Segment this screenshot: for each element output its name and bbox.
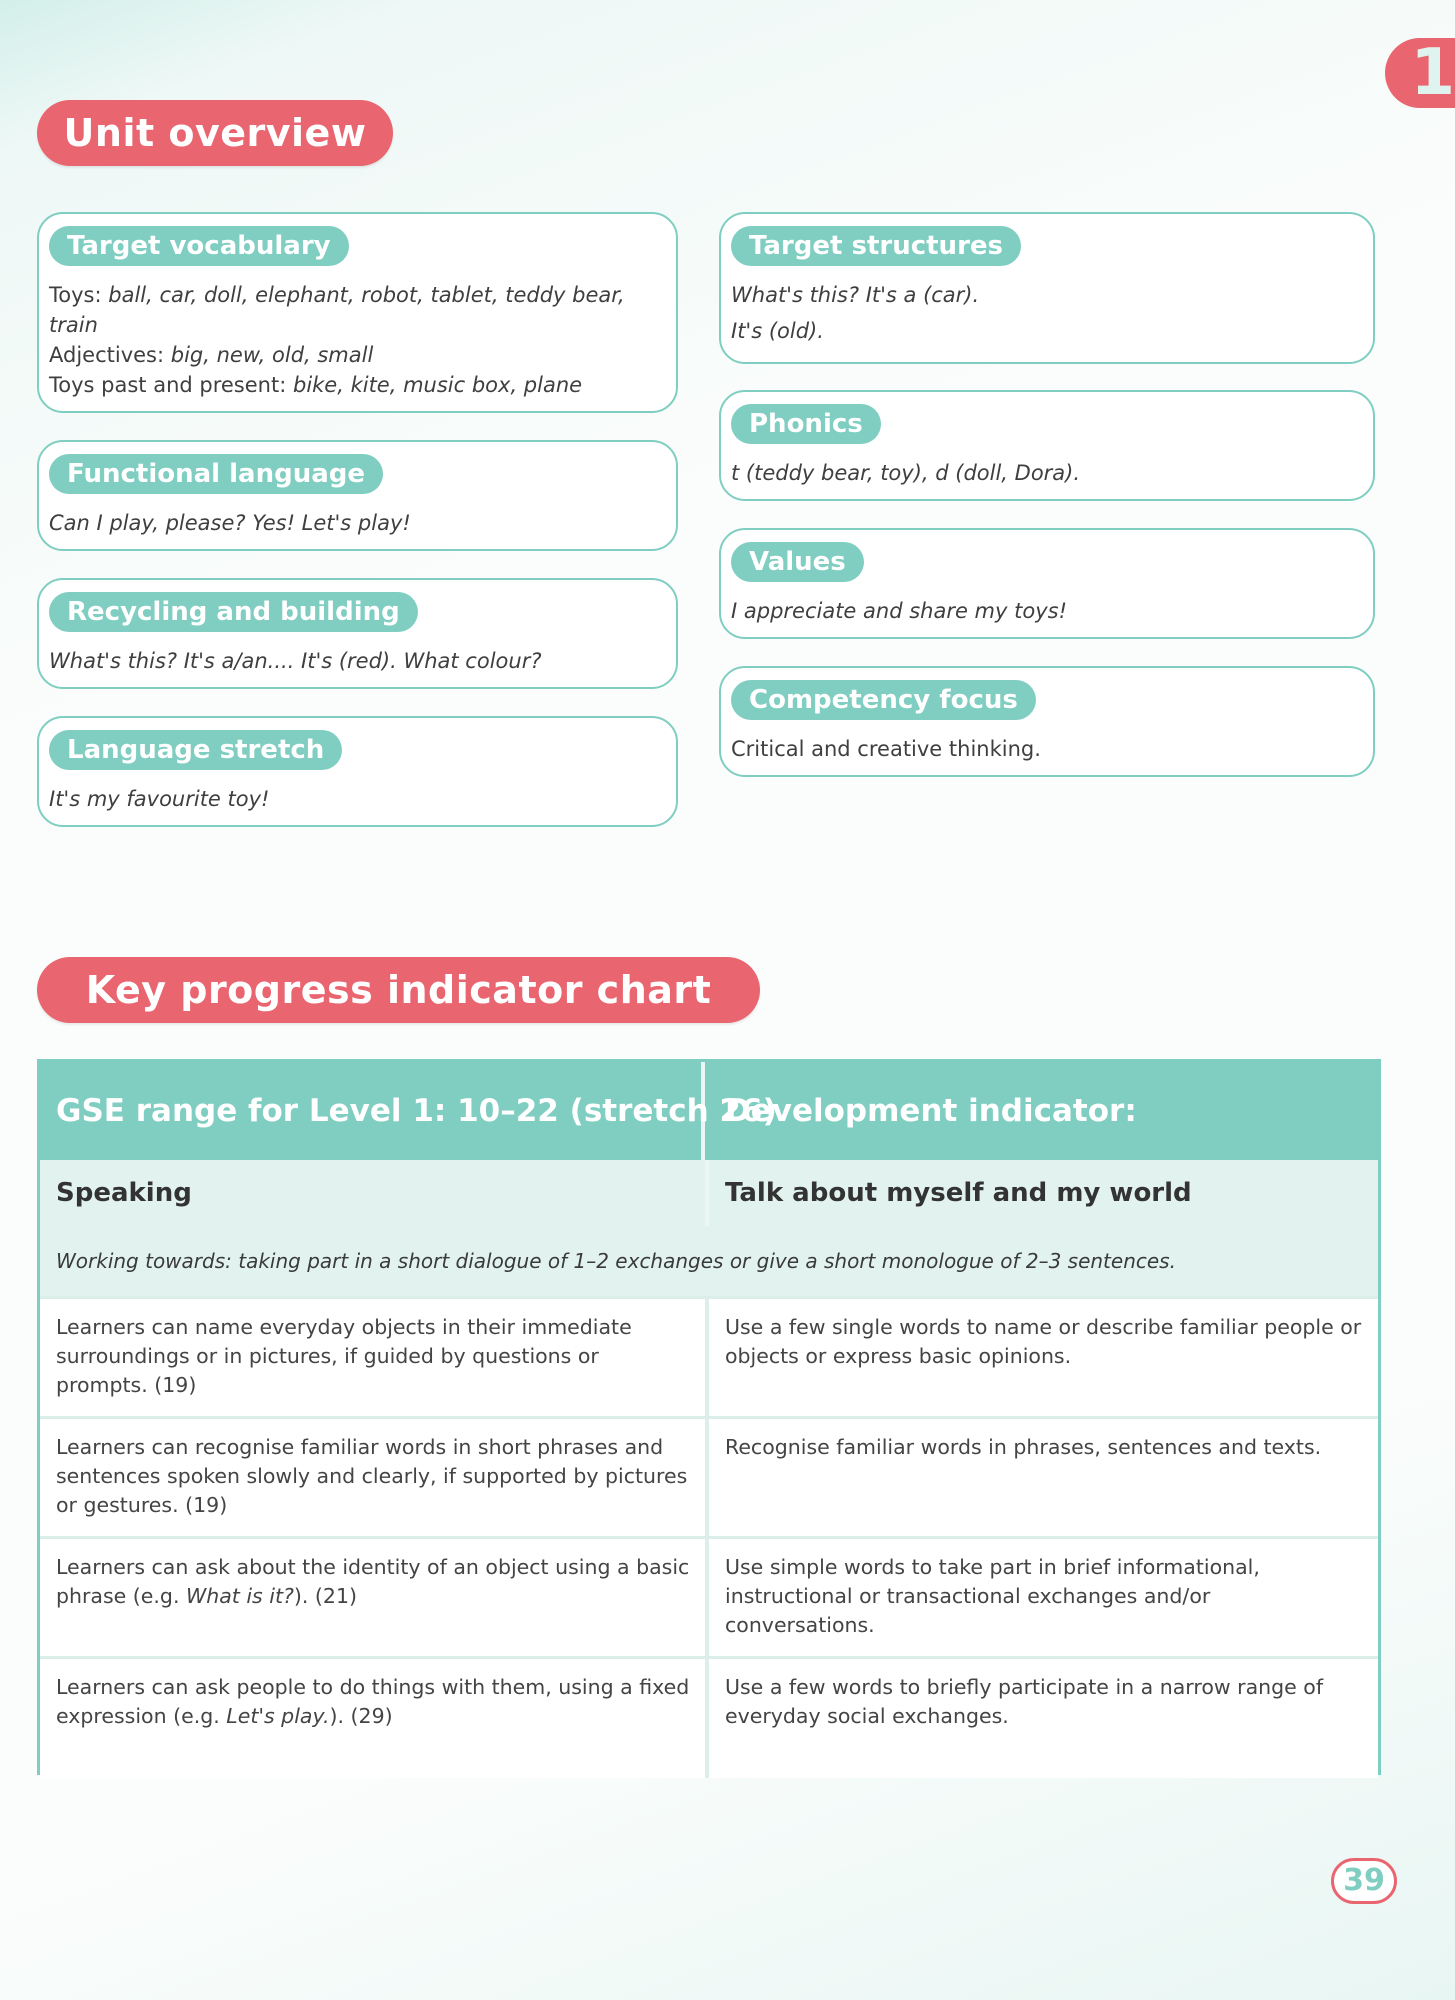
table-row	[40, 1656, 1378, 1778]
vocab-value: ball, car, doll, elephant, robot, tablet, teddy bear,	[108, 283, 625, 307]
table-row	[40, 1296, 1378, 1416]
language-stretch-text: It's my favourite toy!	[49, 787, 270, 811]
functional-language-box	[37, 440, 678, 551]
target-vocabulary-body	[49, 280, 664, 400]
unit-overview-heading: Unit overview	[37, 100, 393, 166]
skill-label: Speaking	[56, 1178, 192, 1208]
unit-number-tab: 1	[1385, 38, 1455, 108]
values-box	[719, 528, 1375, 639]
table-row	[40, 1416, 1378, 1536]
column-divider	[705, 1419, 709, 1536]
target-structure-line: What's this? It's a (car).	[731, 283, 980, 307]
values-text: I appreciate and share my toys!	[731, 599, 1067, 623]
page-number: 39	[1331, 1858, 1397, 1904]
competency-focus-box	[719, 666, 1375, 777]
kpi-chart-heading: Key progress indicator chart	[37, 957, 760, 1023]
column-divider	[705, 1299, 709, 1416]
vocab-key: Toys past and present:	[49, 373, 287, 397]
phonics-label: Phonics	[731, 404, 881, 444]
development-indicator: Use a few single words to name or describe familiar people or objects or express basic opinions.	[725, 1315, 1362, 1368]
table-row	[40, 1536, 1378, 1656]
column-divider	[705, 1539, 709, 1656]
recycling-building-box	[37, 578, 678, 689]
objective-example: What is it?	[185, 1584, 294, 1608]
indicator-label: Talk about myself and my world	[725, 1178, 1192, 1208]
objective-text: ). (29)	[329, 1704, 393, 1728]
competency-focus-label: Competency focus	[731, 680, 1036, 720]
target-vocabulary-box	[37, 212, 678, 413]
target-structures-box	[719, 212, 1375, 364]
objective-example: Let's play.	[226, 1704, 330, 1728]
learner-objective: Learners can recognise familiar words in short phrases and sentences spoken slowly and clearly, if supported by pictures or gestures. (19)	[56, 1435, 688, 1517]
kpi-skill-row	[40, 1160, 1378, 1226]
competency-focus-text: Critical and creative thinking.	[731, 737, 1041, 761]
recycling-building-label: Recycling and building	[49, 592, 418, 632]
functional-language-text: Can I play, please? Yes! Let's play!	[49, 511, 411, 535]
learner-objective: Learners can name everyday objects in their immediate surroundings or in pictures, if guided by questions or prompts. (19)	[56, 1315, 632, 1397]
objective-text: ). (21)	[293, 1584, 357, 1608]
target-vocabulary-label: Target vocabulary	[49, 226, 349, 266]
language-stretch-label: Language stretch	[49, 730, 342, 770]
objective-text: Learners can ask people to do things with them, using a fixed expression (e.g.	[56, 1675, 690, 1728]
kpi-table-header	[40, 1062, 1378, 1160]
kpi-table	[37, 1059, 1381, 1775]
target-structure-line: It's (old).	[731, 319, 824, 343]
vocab-value: train	[49, 313, 98, 337]
development-indicator: Use simple words to take part in brief informational, instructional or transactional exchanges and/or conversations.	[725, 1555, 1260, 1637]
objective-text: Learners can ask about the identity of an object using a basic phrase (e.g.	[56, 1555, 690, 1608]
working-towards-text: Working towards: taking part in a short dialogue of 1–2 exchanges or give a short monologue of 2–3 sentences.	[40, 1226, 1378, 1296]
learner-objective	[56, 1673, 696, 1731]
phonics-text: t (teddy bear, toy), d (doll, Dora).	[731, 461, 1081, 485]
column-divider	[705, 1659, 709, 1778]
language-stretch-box	[37, 716, 678, 827]
target-structures-label: Target structures	[731, 226, 1021, 266]
phonics-box	[719, 390, 1375, 501]
vocab-value: bike, kite, music box, plane	[292, 373, 583, 397]
gse-range-header: GSE range for Level 1: 10–22 (stretch 26)	[40, 1062, 705, 1160]
vocab-value: big, new, old, small	[170, 343, 374, 367]
values-label: Values	[731, 542, 864, 582]
vocab-key: Toys:	[49, 283, 102, 307]
recycling-building-text: What's this? It's a/an.... It's (red). What colour?	[49, 649, 542, 673]
vocab-key: Adjectives:	[49, 343, 165, 367]
development-indicator: Use a few words to briefly participate in a narrow range of everyday social exchanges.	[725, 1675, 1324, 1728]
learner-objective	[56, 1553, 696, 1611]
target-structures-body	[731, 280, 1361, 346]
functional-language-label: Functional language	[49, 454, 383, 494]
development-indicator-header: Development indicator:	[725, 1093, 1137, 1129]
development-indicator: Recognise familiar words in phrases, sentences and texts.	[725, 1435, 1322, 1459]
kpi-rows	[40, 1296, 1378, 1772]
header-divider	[705, 1160, 709, 1226]
